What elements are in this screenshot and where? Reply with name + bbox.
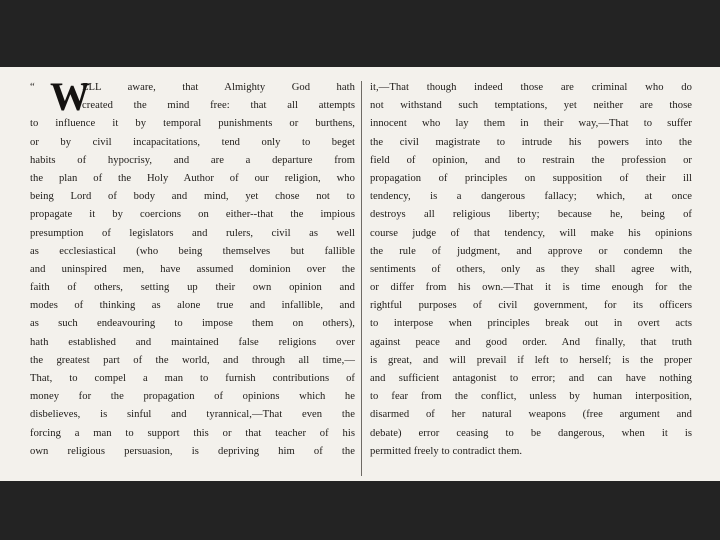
text-line: to fear from the conflict, unless by human interposition, <box>370 391 692 403</box>
text-line: the greatest part of the world, and through all time,— <box>30 354 355 366</box>
text-line: hath established and maintained false religions over <box>30 336 355 348</box>
first-line-text: ELL aware, that Almighty God hath <box>82 82 355 93</box>
text-line: and uninspired men, have assumed dominion over the <box>30 263 355 275</box>
text-line: against peace and good order. And finally, that truth <box>370 336 692 348</box>
text-line: to interpose when principles break out in overt acts <box>370 318 692 330</box>
text-line: as ecclesiastical (who being themselves but fallible <box>30 245 355 257</box>
top-letterbox <box>0 0 720 67</box>
opening-quote: “ <box>30 82 35 93</box>
text-line: to influence it by temporal punishments or burthens, <box>30 118 355 130</box>
text-line: or differ from his own.—That it is time enough for the <box>370 282 692 294</box>
text-line: created the mind free: that all attempts <box>82 100 355 112</box>
text-line: innocent who lay them in their way,—That to suffer <box>370 118 692 130</box>
column-divider <box>361 81 362 476</box>
text-line: propagation of principles on supposition of their ill <box>370 172 692 184</box>
text-line: own religious persuasion, is depriving him of the <box>30 445 355 457</box>
document-page <box>0 67 720 481</box>
text-line: disbelieves, is sinful and tyrannical,—That even the <box>30 409 355 421</box>
text-line: course judge of that tendency, will make his opinions <box>370 227 692 239</box>
text-line: money for the propagation of opinions which he <box>30 391 355 403</box>
text-line: field of opinion, and to restrain the profession or <box>370 154 692 166</box>
bottom-letterbox <box>0 481 720 540</box>
text-line: is great, and will prevail if left to herself; is the proper <box>370 354 692 366</box>
text-line: presumption of legislators and rulers, civil as well <box>30 227 355 239</box>
left-column <box>30 74 355 461</box>
text-line: and sufficient antagonist to error; and can have nothing <box>370 373 692 384</box>
text-line: the rule of judgment, and approve or condemn the <box>370 245 692 257</box>
text-line: propagate it by coercions on either--that the impious <box>30 209 355 221</box>
text-line: forcing a man to support this or that teacher of his <box>30 427 355 439</box>
text-line: or by civil incapacitations, tend only to beget <box>30 136 355 148</box>
text-line: not withstand such temptations, yet neither are those <box>370 100 692 112</box>
text-line: as such endeavouring to impose them on others), <box>30 318 355 330</box>
text-line: faith of others, setting up their own opinion and <box>30 282 355 294</box>
text-line: being Lord of body and mind, yet chose not to <box>30 191 355 203</box>
text-line: sentiments of others, only as they shall agree with, <box>370 263 692 275</box>
text-line: That, to compel a man to furnish contributions of <box>30 373 355 384</box>
text-line: habits of hypocrisy, and are a departure from <box>30 154 355 166</box>
drop-cap: W <box>50 74 91 119</box>
right-column <box>370 79 692 461</box>
text-line: disarmed of her natural weapons (free argument and <box>370 409 692 421</box>
text-line: the civil magistrate to intrude his powers into the <box>370 136 692 148</box>
text-line: debate) error ceasing to be dangerous, when it is <box>370 427 692 439</box>
text-line: modes of thinking as alone true and infallible, and <box>30 300 355 312</box>
text-line: rightful purposes of civil government, for its officers <box>370 300 692 312</box>
text-line: tendency, is a dangerous fallacy; which, at once <box>370 191 692 203</box>
text-line: permitted freely to contradict them. <box>370 445 523 457</box>
text-line: the plan of the Holy Author of our religion, who <box>30 172 355 184</box>
text-line: destroys all religious liberty; because he, being of <box>370 209 692 221</box>
text-line: it,—That though indeed those are criminal who do <box>370 82 692 93</box>
